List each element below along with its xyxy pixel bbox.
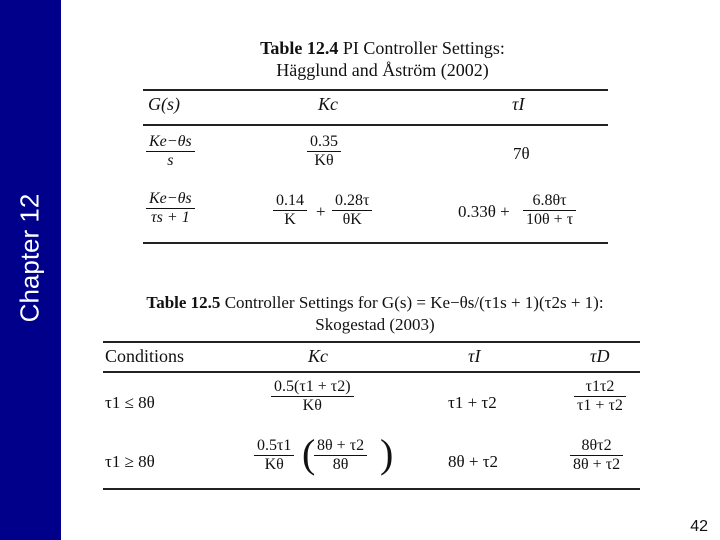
header-kc-2: Kc (308, 346, 328, 366)
td-formula-2: 8θτ2 8θ + τ2 (570, 437, 623, 474)
kc-formula-3: 0.5(τ1 + τ2) Kθ (271, 378, 354, 415)
kc-formula-4: 0.5τ1 Kθ (254, 437, 294, 474)
table-row: Ke−θs s (146, 133, 195, 170)
table-12-5-title-text: Controller Settings for G(s) = Ke−θs/(τ1s + 1)(τ2s + 1): (224, 293, 604, 312)
kc-formula-2a: 0.14 K (273, 192, 307, 229)
ti-formula-2: 6.8θτ 10θ + τ (523, 192, 576, 229)
header-ti-2: τI (468, 346, 481, 366)
header-kc: Kc (318, 94, 338, 114)
chapter-sidebar (0, 0, 61, 540)
ti-formula-4: 8θ + τ2 (448, 452, 499, 471)
table-12-4-title-text: PI Controller Settings: (342, 38, 505, 58)
ti-formula-3: τ1 + τ2 (448, 393, 497, 412)
table-12-4-top-rule (143, 89, 608, 91)
td-formula-1: τ1τ2 τ1 + τ2 (574, 378, 626, 415)
ti-formula-1: 7θ (513, 144, 530, 163)
kc-formula-2b: 0.28τ θK (332, 192, 372, 229)
table-12-5-top-rule (103, 341, 640, 343)
table-12-5-number: Table 12.5 (146, 293, 221, 312)
left-paren: ( (302, 431, 316, 476)
condition-1: τ1 ≤ 8θ (105, 393, 155, 412)
header-conditions: Conditions (105, 346, 185, 366)
kc-formula-4-paren: 8θ + τ2 8θ (314, 437, 367, 474)
table-12-4-bottom-rule (143, 242, 608, 244)
condition-2: τ1 ≥ 8θ (105, 452, 155, 471)
table-12-4-subtitle: Hägglund and Åström (2002) (276, 60, 489, 80)
kc-formula-1: 0.35 Kθ (307, 133, 341, 170)
table-12-4-title (195, 37, 570, 81)
table-12-5-title (110, 292, 640, 336)
page-number: 42 (690, 518, 708, 535)
table-12-4-number: Table 12.4 (260, 38, 339, 58)
ti-prefix-2: 0.33θ + (458, 202, 510, 221)
header-td: τD (590, 346, 610, 366)
table-12-5-header-rule (103, 371, 640, 373)
table-12-4-header-rule (143, 124, 608, 126)
table-12-5-bottom-rule (103, 488, 640, 490)
kc-plus: + (316, 202, 326, 221)
table-12-5-subtitle: Skogestad (2003) (315, 315, 435, 334)
right-paren: ) (380, 431, 394, 476)
header-gs: G(s) (148, 94, 180, 114)
chapter-label: Chapter 12 (14, 193, 45, 323)
table-row: Ke−θs τs + 1 (146, 190, 195, 227)
header-ti: τI (512, 94, 525, 114)
